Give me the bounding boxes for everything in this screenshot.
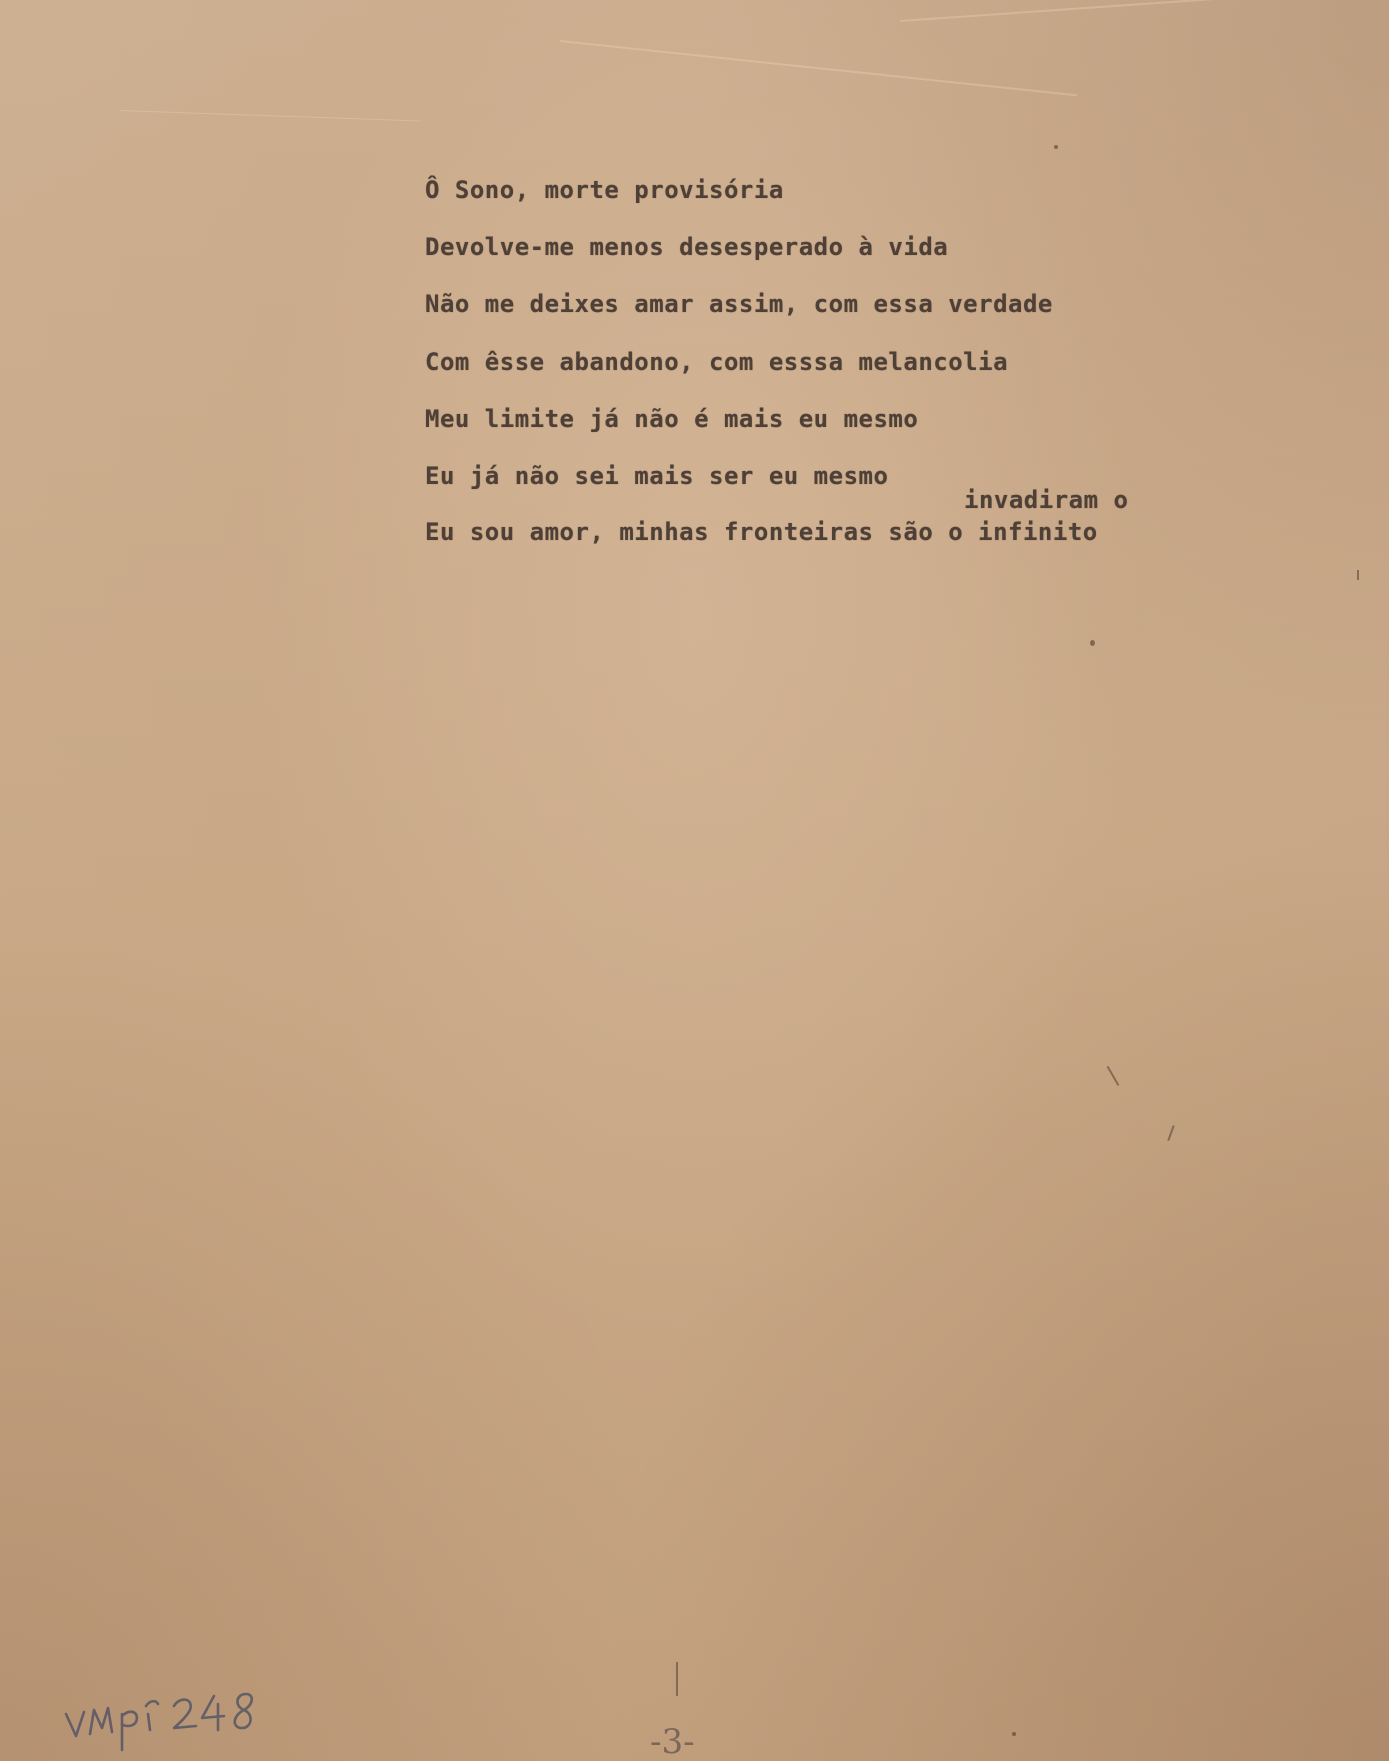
paper-crease bbox=[120, 110, 420, 121]
poem-line: Com êsse abandono, com esssa melancolia bbox=[425, 348, 1009, 376]
paper-speck bbox=[1090, 640, 1095, 646]
paper-mark bbox=[1107, 1066, 1119, 1086]
poem-line: Ô Sono, morte provisória bbox=[425, 176, 784, 204]
poem-line: Eu sou amor, minhas fronteiras são o infinito bbox=[425, 518, 1098, 546]
paper-speck bbox=[1012, 1732, 1016, 1736]
poem-line: Devolve-me menos desesperado à vida bbox=[425, 233, 949, 261]
interlinear-correction: invadiram o bbox=[964, 486, 1129, 514]
handwritten-archive-note-drawing bbox=[62, 1684, 312, 1754]
page-number: -3- bbox=[650, 1722, 695, 1761]
handwritten-archive-note bbox=[62, 1684, 312, 1754]
paper-speck bbox=[1054, 145, 1058, 149]
paper-crease bbox=[560, 40, 1077, 96]
paper-crease bbox=[900, 0, 1279, 22]
poem-line: Eu já não sei mais ser eu mesmo bbox=[425, 462, 889, 490]
poem-line: Meu limite já não é mais eu mesmo bbox=[425, 405, 919, 433]
paper-mark bbox=[1357, 570, 1359, 580]
poem-line: Não me deixes amar assim, com essa verdade bbox=[425, 290, 1053, 318]
paper-mark bbox=[676, 1662, 678, 1696]
paper-mark bbox=[1167, 1125, 1174, 1141]
